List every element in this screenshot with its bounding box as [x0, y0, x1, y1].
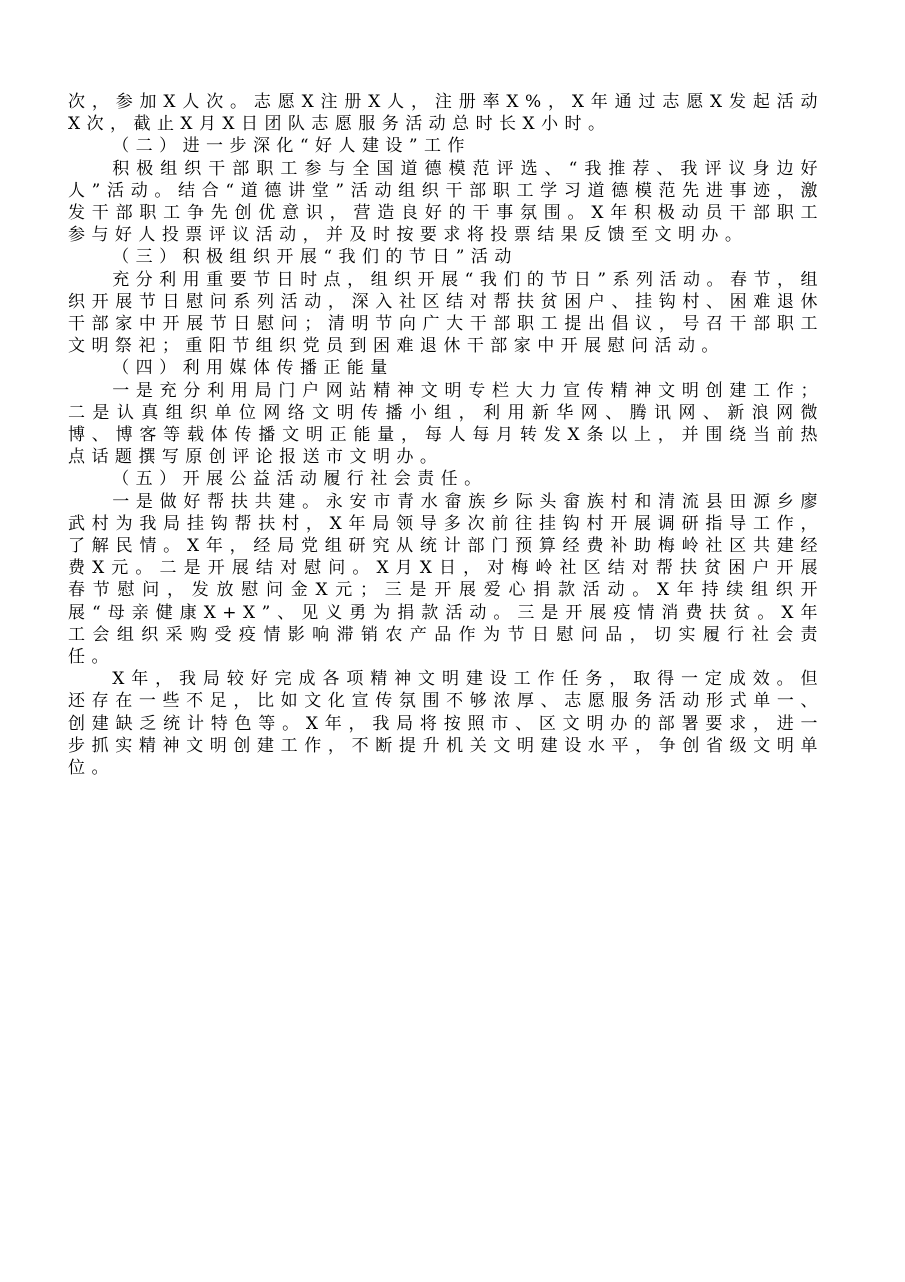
- paragraph-volunteer-stats: 次，参加X人次。志愿X注册X人，注册率X%，X年通过志愿X发起活动X次，截止X月X日团队志愿服务活动总时长X小时。: [68, 92, 824, 135]
- paragraph-media: 一是充分利用局门户网站精神文明专栏大力宣传精神文明创建工作；二是认真组织单位网络文明传播小组，利用新华网、腾讯网、新浪网微博、博客等载体传播文明正能量，每人每月转发X条以上，并围绕当前热点话题撰写原创评论报送市文明办。: [68, 380, 824, 468]
- section-heading-4: （四）利用媒体传播正能量: [112, 358, 394, 379]
- paragraph-public-welfare: 一是做好帮扶共建。永安市青水畲族乡际头畲族村和清流县田源乡廖武村为我局挂钩帮扶村，X年局领导多次前往挂钩村开展调研指导工作，了解民情。X年，经局党组研究从统计部门预算经费补助梅岭社区共建经费X元。二是开展结对慰问。X月X日，对梅岭社区结对帮扶贫困户开展春节慰问，发放慰问金X元；三是开展爱心捐款活动。X年持续组织开展“母亲健康X+X”、见义勇为捐款活动。三是开展疫情消费扶贫。X年工会组织采购受疫情影响滞销农产品作为节日慰问品，切实履行社会责任。: [68, 491, 824, 668]
- paragraph-good-people: 积极组织干部职工参与全国道德模范评选、“我推荐、我评议身边好人”活动。结合“道德讲堂”活动组织干部职工学习道德模范先进事迹，激发干部职工争先创优意识，营造良好的干事氛围。X年积极动员干部职工参与好人投票评议活动，并及时按要求将投票结果反馈至文明办。: [68, 158, 824, 246]
- section-heading-3: （三）积极组织开展“我们的节日”活动: [112, 247, 518, 268]
- document-body: [68, 91, 824, 779]
- section-heading-5: （五）开展公益活动履行社会责任。: [112, 469, 488, 490]
- paragraph-festivals: 充分利用重要节日时点，组织开展“我们的节日”系列活动。春节，组织开展节日慰问系列活动，深入社区结对帮扶贫困户、挂钩村、困难退休干部家中开展节日慰问；清明节向广大干部职工提出倡议，号召干部职工文明祭祀；重阳节组织党员到困难退休干部家中开展慰问活动。: [68, 269, 824, 357]
- section-heading-2: （二）进一步深化“好人建设”工作: [112, 136, 471, 157]
- paragraph-summary: X年，我局较好完成各项精神文明建设工作任务，取得一定成效。但还存在一些不足，比如文化宣传氛围不够浓厚、志愿服务活动形式单一、创建缺乏统计特色等。X年，我局将按照市、区文明办的部署要求，进一步抓实精神文明创建工作，不断提升机关文明建设水平，争创省级文明单位。: [68, 669, 824, 779]
